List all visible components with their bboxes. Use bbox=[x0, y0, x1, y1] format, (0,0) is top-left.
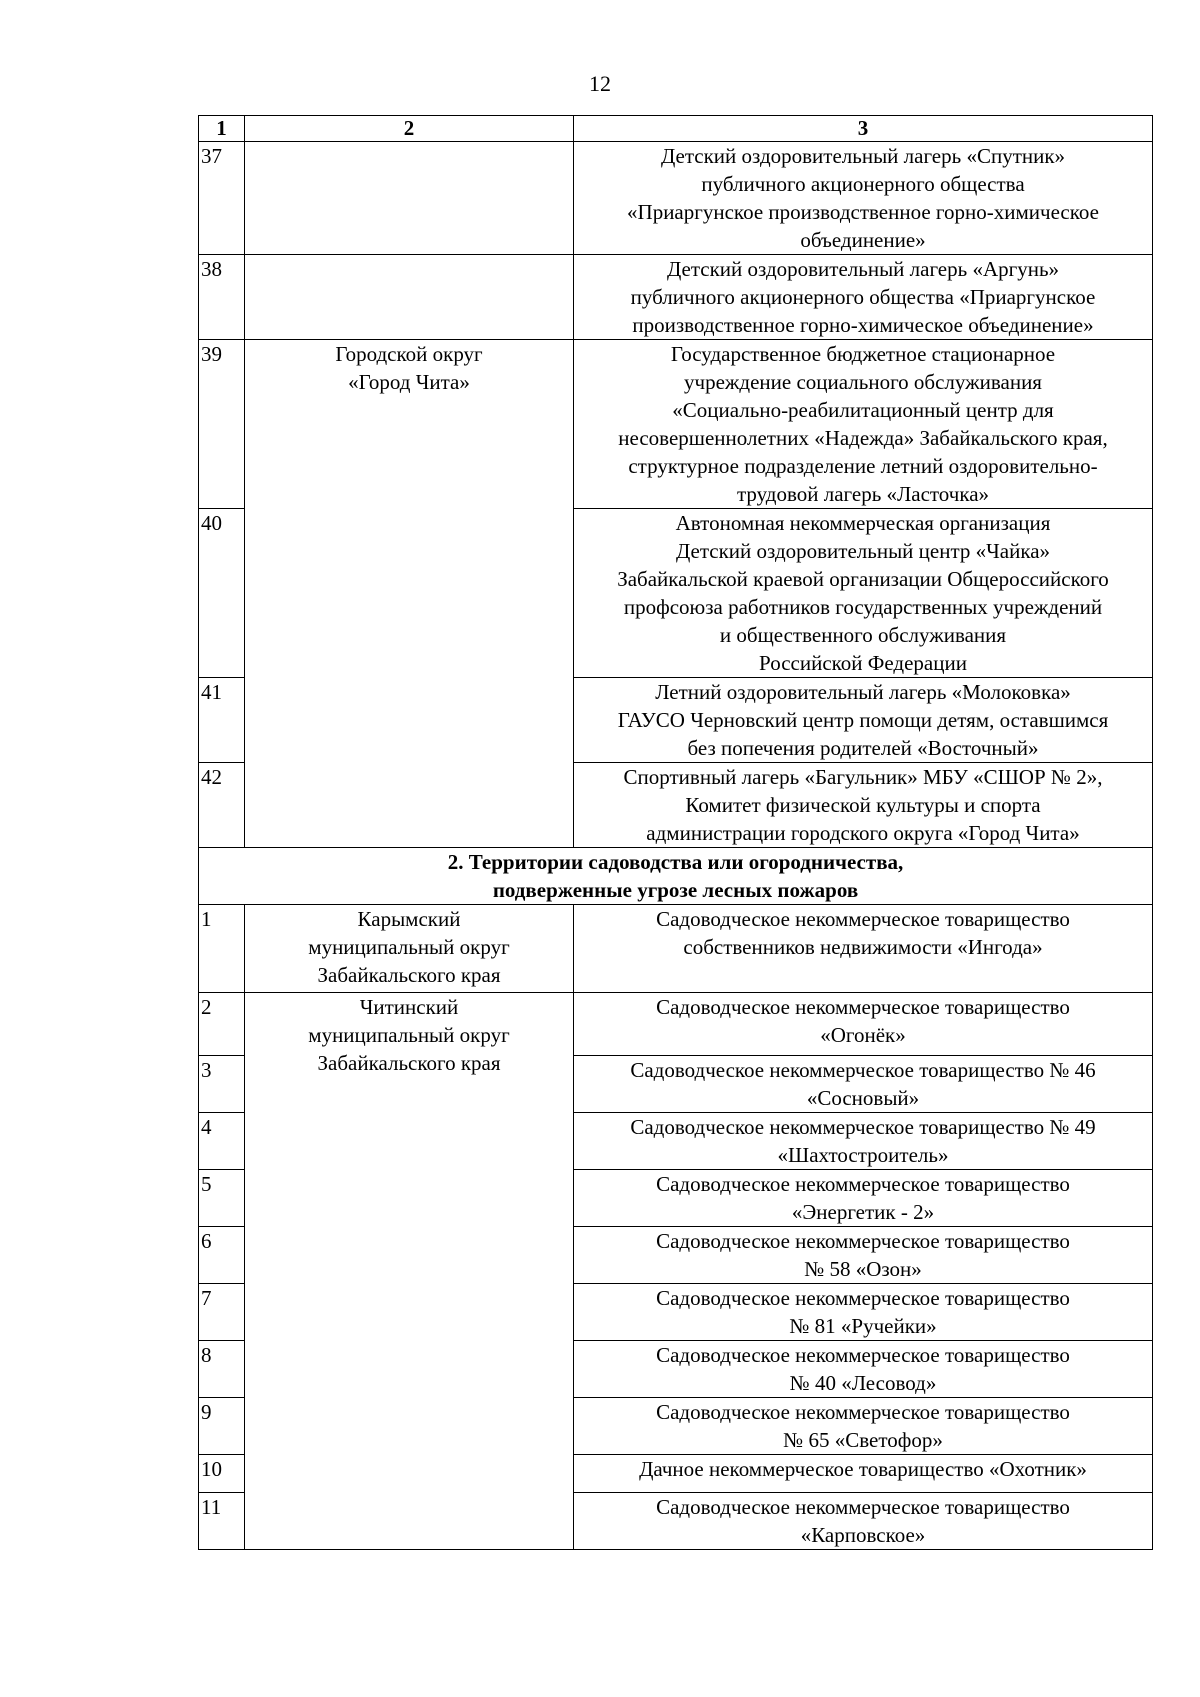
row-number: 37 bbox=[199, 142, 245, 255]
org-line: Садоводческое некоммерческое товарищество bbox=[656, 1229, 1070, 1253]
org-line: № 58 «Озон» bbox=[804, 1257, 922, 1281]
organization-cell bbox=[574, 1056, 1153, 1113]
table-row bbox=[199, 340, 1153, 509]
section-header-row bbox=[199, 848, 1153, 905]
org-line: Садоводческое некоммерческое товарищество bbox=[656, 995, 1070, 1019]
organization-cell bbox=[574, 1227, 1153, 1284]
region-line: Забайкальского края bbox=[317, 1051, 501, 1075]
organization-cell bbox=[574, 142, 1153, 255]
page-number: 12 bbox=[589, 71, 611, 96]
org-line: Детский оздоровительный центр «Чайка» bbox=[675, 539, 1051, 563]
org-line: «Социально-реабилитационный центр для bbox=[672, 398, 1054, 422]
row-number: 42 bbox=[199, 763, 245, 848]
region-line: муниципальный округ bbox=[308, 935, 510, 959]
header-col-2: 2 bbox=[245, 116, 574, 142]
region-line: Городской округ bbox=[335, 342, 483, 366]
org-line: Детский оздоровительный лагерь «Спутник» bbox=[660, 144, 1066, 168]
org-line: «Огонёк» bbox=[820, 1023, 906, 1047]
region-line: Читинский bbox=[359, 995, 459, 1019]
row-number: 6 bbox=[199, 1227, 245, 1284]
section-title-line: 2. Территории садоводства или огородничества, bbox=[447, 850, 904, 874]
org-line: Государственное бюджетное стационарное bbox=[670, 342, 1056, 366]
region-cell-karymsky bbox=[245, 905, 574, 993]
org-line: № 40 «Лесовод» bbox=[789, 1371, 937, 1395]
organization-cell bbox=[574, 340, 1153, 509]
row-number: 8 bbox=[199, 1341, 245, 1398]
region-line: Забайкальского края bbox=[317, 963, 501, 987]
org-line: Садоводческое некоммерческое товарищество bbox=[656, 1495, 1070, 1519]
org-line: Садоводческое некоммерческое товарищество bbox=[656, 1400, 1070, 1424]
org-line: публичного акционерного общества bbox=[701, 172, 1025, 196]
org-line: Садоводческое некоммерческое товарищество № 46 bbox=[630, 1058, 1096, 1082]
table-row bbox=[199, 905, 1153, 993]
row-number: 5 bbox=[199, 1170, 245, 1227]
org-line: администрации городского округа «Город Чита» bbox=[646, 821, 1080, 845]
organization-cell bbox=[574, 763, 1153, 848]
table-row bbox=[199, 255, 1153, 340]
org-line: Российской Федерации bbox=[759, 651, 967, 675]
row-number: 7 bbox=[199, 1284, 245, 1341]
organization-cell bbox=[574, 1113, 1153, 1170]
section-title-line: подверженные угрозе лесных пожаров bbox=[492, 878, 859, 902]
org-line: Забайкальской краевой организации Общероссийского bbox=[617, 567, 1109, 591]
row-number: 39 bbox=[199, 340, 245, 509]
region-cell-chitinsky bbox=[245, 993, 574, 1550]
region-line: муниципальный округ bbox=[308, 1023, 510, 1047]
organization-cell bbox=[574, 255, 1153, 340]
org-line: ГАУСО Черновский центр помощи детям, оставшимся bbox=[617, 708, 1109, 732]
org-line: «Приаргунское производственное горно-химическое bbox=[627, 200, 1099, 224]
region-line: Карымский bbox=[357, 907, 461, 931]
row-number: 38 bbox=[199, 255, 245, 340]
header-col-3: 3 bbox=[574, 116, 1153, 142]
org-line: Спортивный лагерь «Багульник» МБУ «СШОР № 2», bbox=[623, 765, 1103, 789]
org-line: Детский оздоровительный лагерь «Аргунь» bbox=[666, 257, 1060, 281]
org-line: Садоводческое некоммерческое товарищество bbox=[656, 907, 1070, 931]
organization-cell bbox=[574, 1341, 1153, 1398]
org-line: № 65 «Светофор» bbox=[783, 1428, 943, 1452]
region-cell-empty bbox=[245, 142, 574, 255]
org-line: структурное подразделение летний оздоровительно- bbox=[628, 454, 1098, 478]
row-number: 9 bbox=[199, 1398, 245, 1455]
org-line: «Сосновый» bbox=[806, 1086, 920, 1110]
org-line: объединение» bbox=[800, 228, 926, 252]
organization-cell bbox=[574, 1284, 1153, 1341]
organization-cell bbox=[574, 905, 1153, 993]
region-cell-empty bbox=[245, 255, 574, 340]
table-header-row bbox=[199, 116, 1153, 142]
region-cell-chita bbox=[245, 340, 574, 848]
organization-cell bbox=[574, 993, 1153, 1056]
org-line: трудовой лагерь «Ласточка» bbox=[736, 482, 990, 506]
row-number: 41 bbox=[199, 678, 245, 763]
organization-cell bbox=[574, 1398, 1153, 1455]
row-number: 10 bbox=[199, 1455, 245, 1493]
org-line: собственников недвижимости «Ингода» bbox=[683, 935, 1043, 959]
org-line: публичного акционерного общества «Приаргунское bbox=[630, 285, 1096, 309]
row-number: 1 bbox=[199, 905, 245, 993]
org-line: Летний оздоровительный лагерь «Молоковка» bbox=[655, 680, 1071, 704]
table-row bbox=[199, 142, 1153, 255]
row-number: 11 bbox=[199, 1493, 245, 1550]
org-line: учреждение социального обслуживания bbox=[684, 370, 1042, 394]
org-line: Садоводческое некоммерческое товарищество bbox=[656, 1286, 1070, 1310]
org-line: Садоводческое некоммерческое товарищество bbox=[656, 1172, 1070, 1196]
table-row bbox=[199, 993, 1153, 1056]
organization-cell bbox=[574, 678, 1153, 763]
org-line: «Шахтостроитель» bbox=[777, 1143, 949, 1167]
org-line: производственное горно-химическое объединение» bbox=[632, 313, 1094, 337]
org-line: Дачное некоммерческое товарищество «Охотник» bbox=[639, 1457, 1087, 1481]
org-line: профсоюза работников государственных учреждений bbox=[623, 595, 1103, 619]
organization-cell bbox=[574, 509, 1153, 678]
org-line: Автономная некоммерческая организация bbox=[675, 511, 1051, 535]
row-number: 3 bbox=[199, 1056, 245, 1113]
organizations-table bbox=[198, 115, 1153, 1550]
row-number: 40 bbox=[199, 509, 245, 678]
org-line: Садоводческое некоммерческое товарищество № 49 bbox=[630, 1115, 1096, 1139]
org-line: и общественного обслуживания bbox=[719, 623, 1007, 647]
organization-cell bbox=[574, 1493, 1153, 1550]
org-line: «Карповское» bbox=[800, 1523, 926, 1547]
row-number: 2 bbox=[199, 993, 245, 1056]
org-line: Комитет физической культуры и спорта bbox=[685, 793, 1041, 817]
org-line: без попечения родителей «Восточный» bbox=[687, 736, 1039, 760]
org-line: несовершеннолетних «Надежда» Забайкальского края, bbox=[618, 426, 1108, 450]
organization-cell bbox=[574, 1455, 1153, 1493]
org-line: «Энергетик - 2» bbox=[791, 1200, 935, 1224]
row-number: 4 bbox=[199, 1113, 245, 1170]
section-title bbox=[199, 848, 1153, 905]
organization-cell bbox=[574, 1170, 1153, 1227]
org-line: № 81 «Ручейки» bbox=[789, 1314, 937, 1338]
header-col-1: 1 bbox=[199, 116, 245, 142]
region-line: «Город Чита» bbox=[348, 370, 470, 394]
org-line: Садоводческое некоммерческое товарищество bbox=[656, 1343, 1070, 1367]
